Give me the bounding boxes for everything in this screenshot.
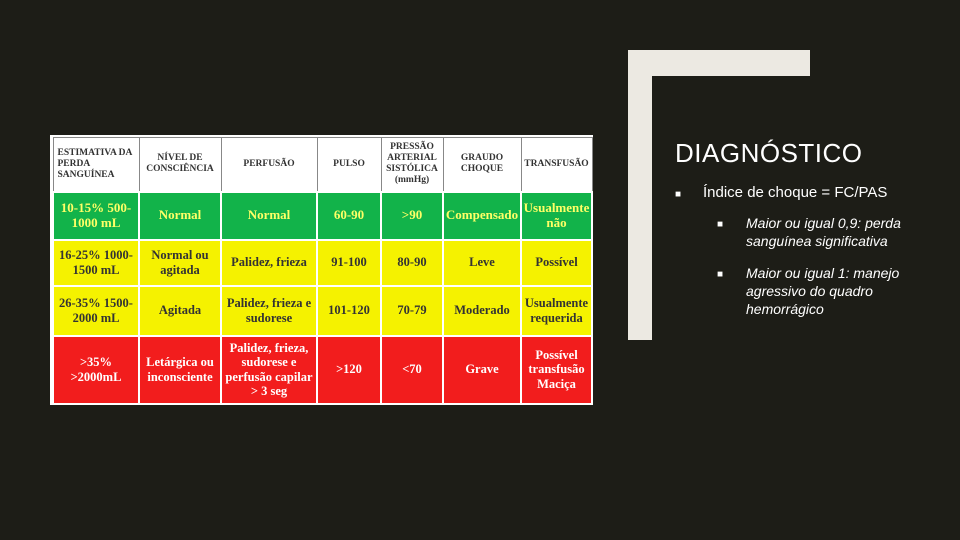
square-bullet-icon: ■ xyxy=(717,269,724,280)
table-cell: 91-100 xyxy=(317,240,381,286)
bullet-text: Índice de choque = FC/PAS xyxy=(703,184,888,201)
table-row xyxy=(53,286,592,336)
square-bullet-icon: ■ xyxy=(675,189,682,200)
sub-bullet-text: Maior ou igual 1: manejo agressivo do quadro hemorrágico xyxy=(746,265,900,317)
table-cell: Possível transfusão Maciça xyxy=(521,336,592,404)
table-cell: 16-25% 1000-1500 mL xyxy=(53,240,139,286)
header-cell: NÍVEL DE CONSCIÊNCIA xyxy=(139,138,221,192)
table-cell: >120 xyxy=(317,336,381,404)
bullet-item xyxy=(675,184,945,202)
table-row xyxy=(53,192,592,240)
table-row xyxy=(53,336,592,404)
frame-left-bar xyxy=(628,50,652,340)
table-cell: 80-90 xyxy=(381,240,443,286)
table-cell: Leve xyxy=(443,240,521,286)
table-cell: Possível xyxy=(521,240,592,286)
table-cell: Palidez, frieza, sudorese e perfusão capilar > 3 seg xyxy=(221,336,317,404)
table-cell: 70-79 xyxy=(381,286,443,336)
table-cell: Grave xyxy=(443,336,521,404)
header-cell: TRANSFUSÃO xyxy=(521,138,592,192)
header-cell: PERFUSÃO xyxy=(221,138,317,192)
table-cell: Letárgica ou inconsciente xyxy=(139,336,221,404)
table-cell: 26-35% 1500-2000 mL xyxy=(53,286,139,336)
table-cell: Compensado xyxy=(443,192,521,240)
header-cell: PULSO xyxy=(317,138,381,192)
table-cell: 101-120 xyxy=(317,286,381,336)
table-cell: 10-15% 500-1000 mL xyxy=(53,192,139,240)
table-cell: <70 xyxy=(381,336,443,404)
header-cell: ESTIMATIVA DA PERDA SANGUÍNEA xyxy=(53,138,139,192)
table-cell: Moderado xyxy=(443,286,521,336)
table-row xyxy=(53,240,592,286)
table-cell: Agitada xyxy=(139,286,221,336)
table-cell: Normal xyxy=(221,192,317,240)
bullet-list xyxy=(675,184,945,318)
table-cell: Normal xyxy=(139,192,221,240)
table-cell: >35% >2000mL xyxy=(53,336,139,404)
table-header-row xyxy=(53,138,592,192)
header-cell: GRAUDO CHOQUE xyxy=(443,138,521,192)
sub-bullet-text: Maior ou igual 0,9: perda sanguínea significativa xyxy=(746,215,901,249)
frame-top-bar xyxy=(628,50,810,76)
sub-bullet-item xyxy=(675,214,945,250)
square-bullet-icon: ■ xyxy=(717,219,724,230)
shock-classification-table xyxy=(52,137,593,405)
table-cell: Normal ou agitada xyxy=(139,240,221,286)
header-cell: PRESSÃO ARTERIAL SISTÓLICA (mmHg) xyxy=(381,138,443,192)
sub-bullet-item xyxy=(675,264,945,318)
slide-title: DIAGNÓSTICO xyxy=(675,138,863,168)
table-cell: Usualmente requerida xyxy=(521,286,592,336)
table-cell: Usualmente não xyxy=(521,192,592,240)
table-cell: Palidez, frieza xyxy=(221,240,317,286)
shock-classification-table-image xyxy=(50,135,593,405)
table-cell: >90 xyxy=(381,192,443,240)
table-cell: 60-90 xyxy=(317,192,381,240)
table-cell: Palidez, frieza e sudorese xyxy=(221,286,317,336)
